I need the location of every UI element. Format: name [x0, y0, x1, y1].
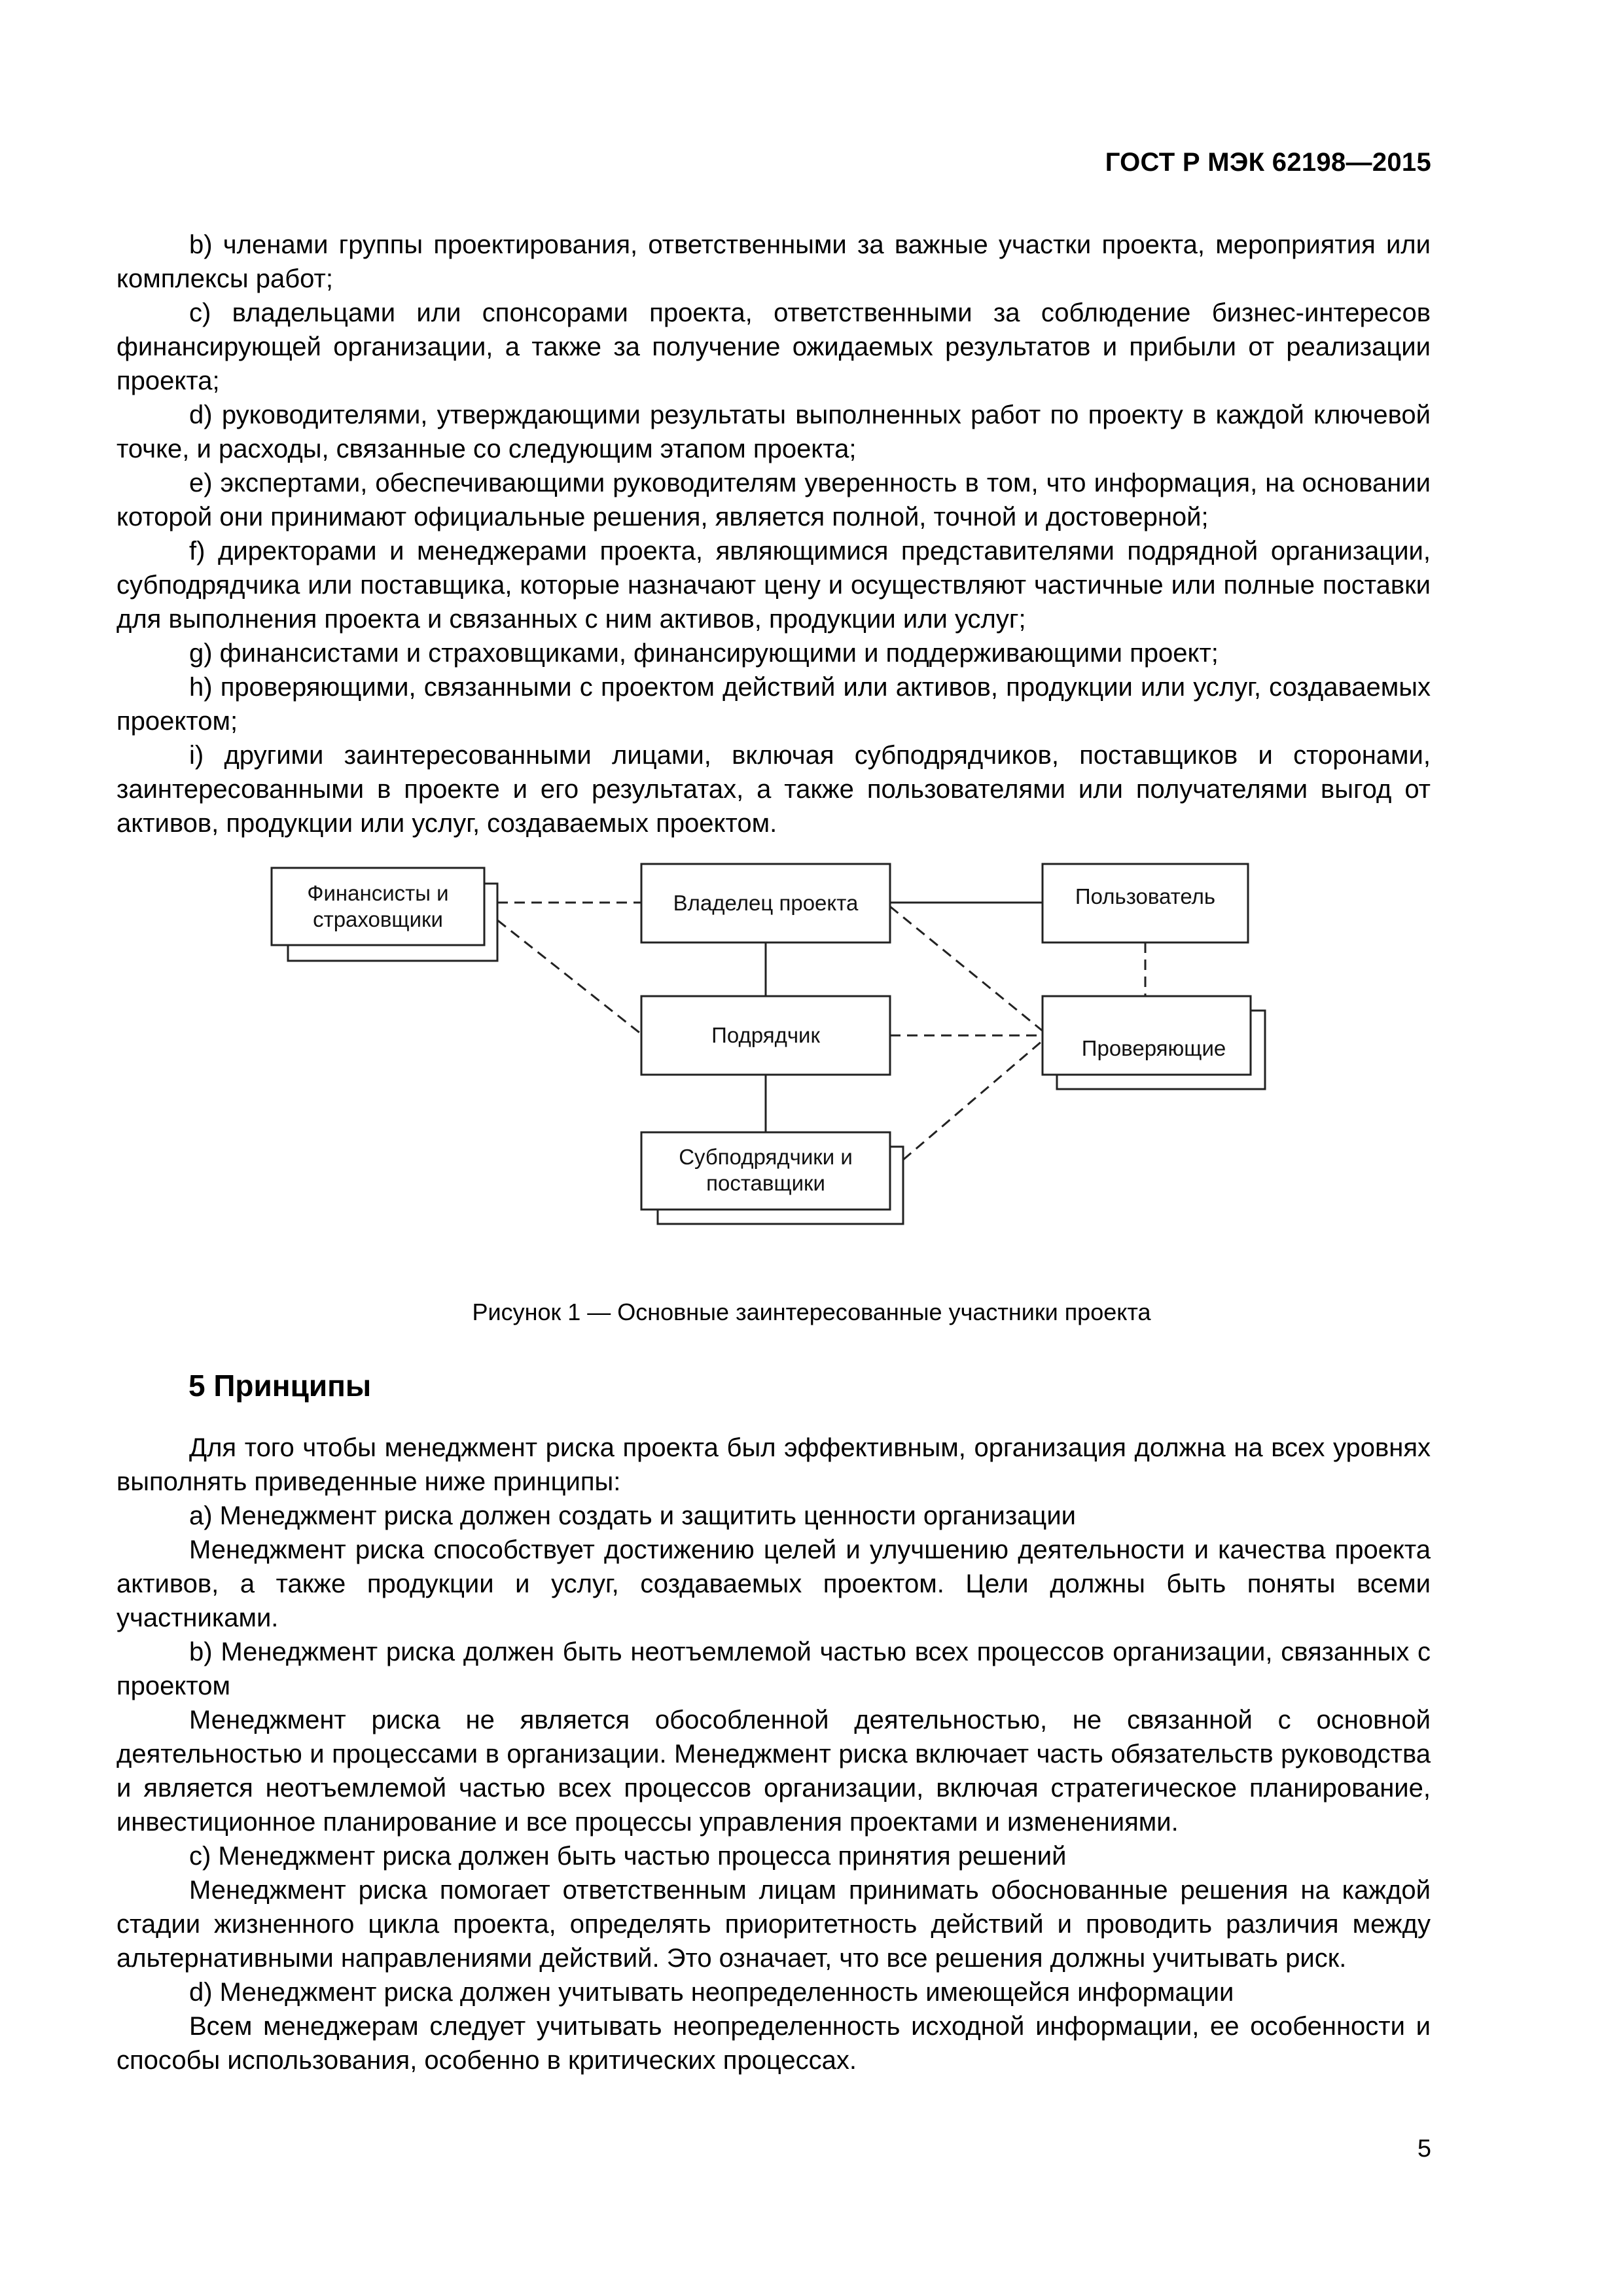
- paragraph: Всем менеджерам следует учитывать неопределенность исходной информации, ее особенности и способы использования, особенно в критических процессах.: [116, 2012, 1431, 2075]
- connector-subcontractors-auditors: [903, 1041, 1043, 1160]
- list-item: b) членами группы проектирования, ответственными за важные участки проекта, мероприятия или комплексы работ;: [116, 230, 1431, 293]
- subcontractors-label: Субподрядчики и поставщики: [679, 1145, 853, 1195]
- figure-caption: Рисунок 1 — Основные заинтересованные участники проекта: [472, 1299, 1151, 1325]
- contractor-label: Подрядчик: [711, 1023, 820, 1047]
- owner-label: Владелец проекта: [673, 891, 859, 915]
- list-item: h) проверяющими, связанными с проектом действий или активов, продукции или услуг, создаваемых проектом;: [116, 673, 1431, 736]
- paragraph: d) Менеджмент риска должен учитывать неопределенность имеющейся информации: [189, 1978, 1234, 2007]
- paragraph: b) Менеджмент риска должен быть неотъемлемой частью всех процессов организации, связанных с проектом: [116, 1638, 1431, 1700]
- connector-owner-auditors: [890, 906, 1043, 1031]
- list-item: e) экспертами, обеспечивающими руководителям уверенность в том, что информация, на основании которой они принимают официальные решения, является полной, точной и достоверной;: [116, 469, 1431, 531]
- auditors-label: Проверяющие: [1081, 1036, 1226, 1060]
- principles-text: [116, 1431, 1431, 2077]
- connector-financiers-contractor: [484, 910, 641, 1034]
- user-label: Пользователь: [1075, 884, 1216, 908]
- paragraph: Менеджмент риска не является обособленной деятельностью, не связанной с основной деятельностью и процессами в организации. Менеджмент риска включает часть обязательств руководства и является неотъемлемой частью всех процессов организации, включая стратегическое планирование, инвестиционное планирование и все процессы управления проектами и изменениями.: [116, 1706, 1431, 1837]
- list-item: i) другими заинтересованными лицами, включая субподрядчиков, поставщиков и сторонами, заинтересованными в проекте и его результатах, а также пользователями или получателями выгод от активов, продукции или услуг, создаваемых проектом.: [116, 741, 1431, 838]
- paragraph: Менеджмент риска способствует достижению целей и улучшению деятельности и качества проекта активов, а также продукции и услуг, создаваемых проектом. Цели должны быть поняты всеми участниками.: [116, 1535, 1431, 1632]
- page-number: 5: [1417, 2135, 1431, 2162]
- paragraph: a) Менеджмент риска должен создать и защитить ценности организации: [189, 1501, 1076, 1530]
- stakeholder-diagram: [0, 844, 1623, 1289]
- list-item: d) руководителями, утверждающими результаты выполненных работ по проекту в каждой ключевой точке, и расходы, связанные со следующим этапом проекта;: [116, 401, 1431, 463]
- list-item: g) финансистами и страховщиками, финансирующими и поддерживающими проект;: [189, 639, 1219, 668]
- list-item: c) владельцами или спонсорами проекта, ответственными за соблюдение бизнес-интересов финансирующей организации, а также за получение ожидаемых результатов и прибыли от реализации проекта;: [116, 298, 1431, 395]
- section-title: 5 Принципы: [188, 1369, 372, 1403]
- paragraph: Для того чтобы менеджмент риска проекта был эффективным, организация должна на всех уровнях выполнять приведенные ниже принципы:: [116, 1433, 1431, 1496]
- document-header: ГОСТ Р МЭК 62198—2015: [1105, 148, 1431, 177]
- paragraph: c) Менеджмент риска должен быть частью процесса принятия решений: [189, 1842, 1067, 1871]
- list-item: f) директорами и менеджерами проекта, являющимися представителями подрядной организации, субподрядчика или поставщика, которые назначают цену и осуществляют частичные или полные поставки для выполнения проекта и связанных с ним активов, продукции или услуг;: [116, 537, 1431, 634]
- paragraph: Менеджмент риска помогает ответственным лицам принимать обоснованные решения на каждой стадии жизненного цикла проекта, определять приоритетность действий и проводить различия между альтернативными направлениями действий. Это означает, что все решения должны учитывать риск.: [116, 1876, 1431, 1973]
- stakeholder-list: [116, 228, 1431, 840]
- financiers-label: Финансисты и страховщики: [307, 881, 449, 931]
